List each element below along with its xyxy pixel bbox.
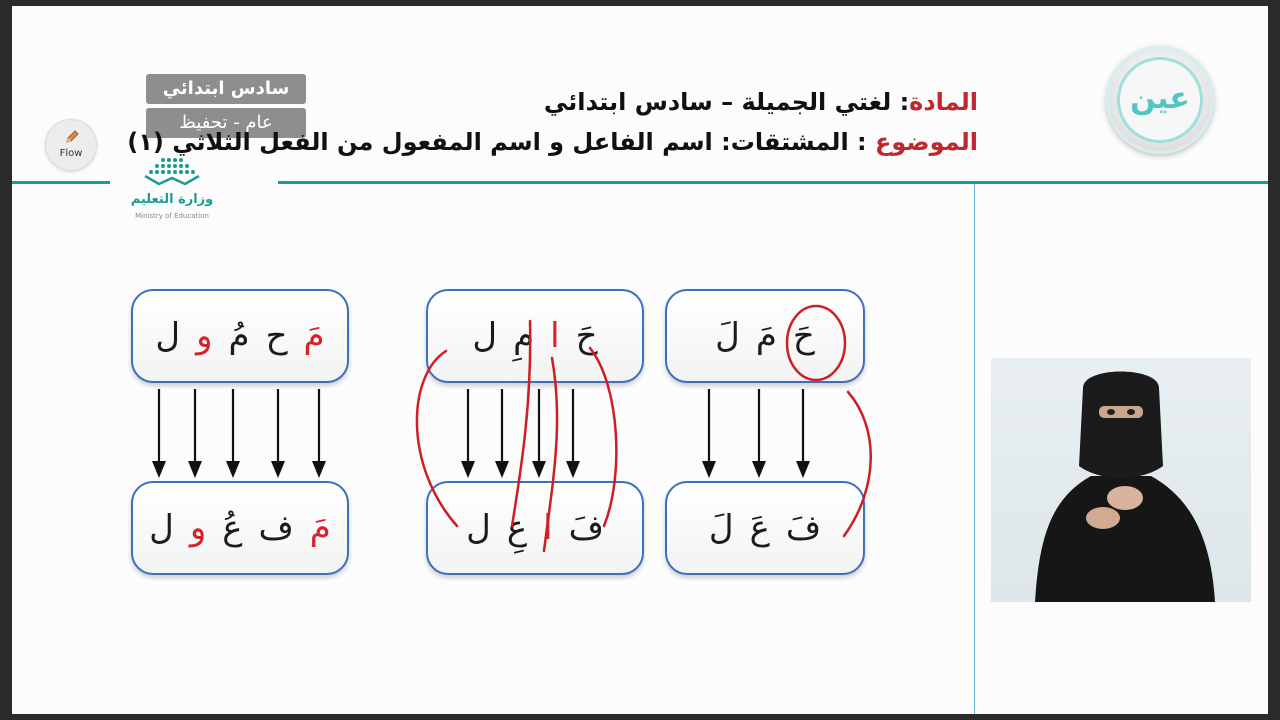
letter: فَ [785,508,822,548]
letter: ح [265,316,288,356]
slide [12,6,1268,714]
letter: ا [543,508,553,548]
letter: ف [258,508,294,548]
letter: ل [155,316,181,356]
letter: حَ [575,316,598,356]
letter: مَ [309,508,331,548]
subject-label: المادة [909,88,978,116]
letter: ل [466,508,491,548]
letter: عِ [506,508,528,548]
letter: لَ [708,508,734,548]
letter: حَ [792,316,815,356]
letter: ل [149,508,174,548]
letter: مَ [755,316,777,356]
flow-label: Flow [59,148,83,159]
letter: و [189,508,207,548]
letter: عَ [749,508,770,548]
ein-logo-text: عين [1117,57,1203,143]
subject-value: : لغتي الجميلة – سادس ابتدائي [543,88,910,116]
interpreter-figure [991,358,1251,602]
letter: لَ [715,316,740,356]
ministry-name-ar: وزارة التعليم [130,192,214,207]
grade-track-badge: عام - تحفيظ [146,108,306,138]
topic-label: الموضوع [874,128,978,156]
topic-value: : المشتقات: اسم الفاعل و اسم المفعول من الفعل الثلاثي (١) [127,128,875,156]
letter: ا [550,316,560,356]
letter: و [196,316,213,356]
grade-level-badge: سادس ابتدائي [146,74,306,104]
letter: عُ [222,508,243,548]
letter: ل [472,316,498,356]
letter: مِ [513,316,535,356]
letter: مَ [303,316,325,356]
letter: فَ [568,508,604,548]
sign-language-video [991,358,1251,602]
ministry-name-en: Ministry of Education [135,212,209,220]
letter: مُ [228,316,250,356]
